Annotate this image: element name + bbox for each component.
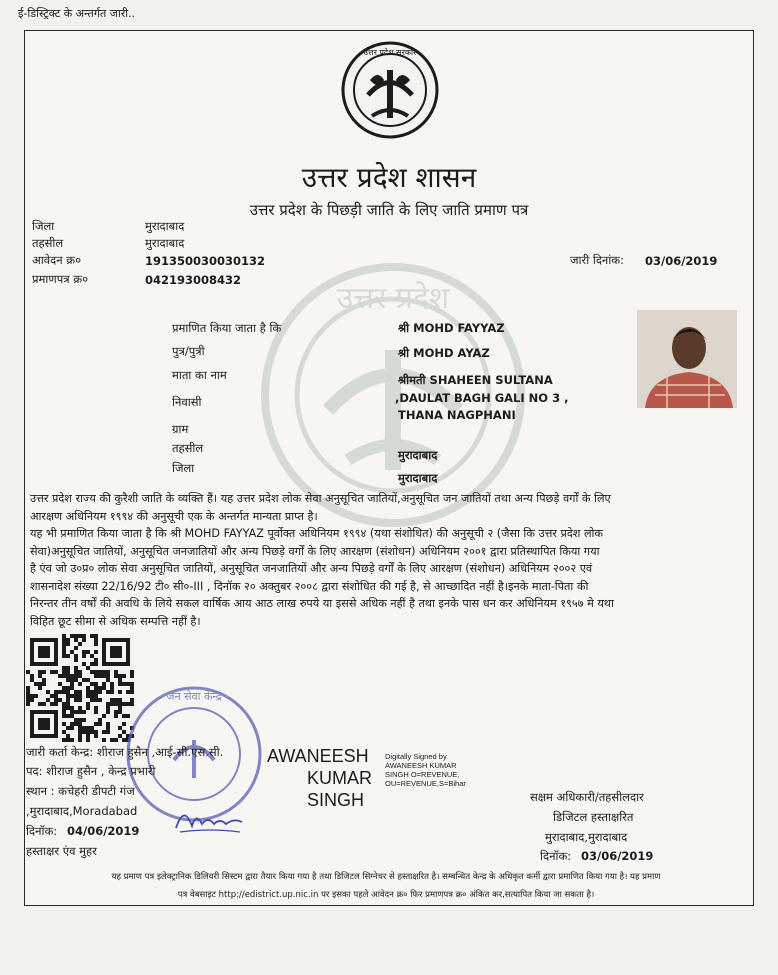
caste-paragraph-line1: उत्तर प्रदेश राज्य की कुरैशी जाति के व्यक्ति हैं। यह उत्तर प्रदेश लोक सेवा अनुसूचित जातियों,अनुसूचित जन जातियों तथा अन्य पिछड़े वर्गों के लिए — [30, 492, 611, 505]
certificate-no-label: प्रमाणपत्र क्र० — [32, 272, 89, 286]
digital-sign-detail3: SINGH O=REVENUE, — [385, 770, 460, 779]
authority-title: सक्षम अधिकारी/तहसीलदार — [530, 790, 644, 804]
authority-digital: डिजिटल हस्ताक्षरित — [553, 810, 634, 824]
stamp-text: जन सेवा केन्द्र — [166, 690, 222, 703]
creamy-paragraph-line2: सेवा)अनुसूचित जातियों, अनुसूचित जनजातियों और अन्य पिछड़े वर्गों के लिए आरक्षण (संशोधन) अधिनियम २००१ द्वारा प्रतिस्थापित किया गया — [30, 544, 600, 558]
tehsil-value: मुरादाबाद — [145, 236, 185, 250]
authority-date-label: दिनॉक: — [540, 849, 572, 863]
digital-sign-detail4: OU=REVENUE,S=Bihar — [385, 779, 466, 788]
watermark-text: उत्तर प्रदेश — [336, 281, 450, 316]
district-value: मुरादाबाद — [145, 219, 185, 233]
footer-line1: यह प्रमाण पत्र इलेक्ट्रानिक डिलिवरी सिस्टम द्वारा तैयार किया गया है तथा डिजिटल सिग्नेचर से हस्ताक्षरित है। सम्बन्धित केन्द्र के अधिकृत कर्मी द्वारा प्रमाणित किया गया है। यह प्रमाण — [111, 872, 661, 882]
digital-sign-detail1: Digitally Signed by — [385, 752, 447, 761]
authority-location: मुरादाबाद,मुरादाबाद — [545, 830, 628, 844]
digital-signature-details — [385, 752, 466, 788]
address-line2: THANA NAGPHANI — [398, 408, 516, 422]
digital-sign-detail2: AWANEESH KUMAR — [385, 761, 457, 770]
issue-date-value: 03/06/2019 — [645, 254, 718, 268]
issuing-center: जारी कर्ता केन्द्र: शीराज हुसैन ,आई-सी.एस.सी. — [26, 745, 224, 759]
creamy-paragraph-line3: है एंव जो उ०प्र० लोक सेवा अनुसूचित जातियों, अनुसूचित जनजातियों और अन्य पिछड़े वर्गों के लिए आरक्षण (संशोधन) अधिनियम २००२ एवं — [30, 562, 593, 575]
person-tehsil-label: तहसील — [172, 441, 204, 455]
issuer-date-value: 04/06/2019 — [67, 824, 140, 838]
parent-label: पुत्र/पुत्री — [172, 344, 205, 358]
person-tehsil-value: मुरादाबाद — [398, 448, 438, 462]
verification-qr-code — [26, 634, 134, 742]
creamy-paragraph-line6: विहित छूट सीमा से अधिक सम्पत्ति नहीं है। — [30, 614, 201, 628]
applicant-name: श्री MOHD FAYYAZ — [398, 321, 505, 335]
district-label: जिला — [32, 219, 55, 233]
certificate-subtitle: उत्तर प्रदेश के पिछड़ी जाति के लिए जाति प्रमाण पत्र — [249, 201, 529, 219]
applicant-photo — [637, 310, 737, 408]
digital-signer-name-line3: SINGH — [307, 790, 365, 810]
creamy-layer-paragraph — [30, 525, 742, 630]
digital-signer-name-line1: AWANEESH — [267, 746, 369, 766]
caste-paragraph — [30, 490, 742, 525]
emblem-text: उत्तर प्रदेश सरकार — [363, 48, 417, 57]
village-label: ग्राम — [172, 422, 189, 436]
caste-paragraph-line2: आरक्षण अधिनियम १९९४ की अनुसूची एक के अन्तर्गत मान्यता प्राप्त है। — [30, 509, 318, 523]
person-district-value: मुरादाबाद — [398, 471, 438, 485]
certify-label: प्रमाणित किया जाता है कि — [172, 321, 282, 335]
footer-note — [30, 868, 742, 904]
address-line1: ,DAULAT BAGH GALI NO 3 , — [395, 391, 569, 405]
creamy-paragraph-line1: यह भी प्रमाणित किया जाता है कि श्री MOHD FAYYAZ पूर्वोक्त अधिनियम १९९४ (यथा संशोधित) की अनुसूची २ (जैसा कि उत्तर प्रदेश लोक — [30, 527, 604, 540]
resident-label: निवासी — [172, 395, 202, 409]
issuer-date-label: दिनॉक: — [26, 824, 58, 838]
issuer-place2: ,मुरादाबाद,Moradabad — [26, 804, 138, 818]
certificate-title: उत्तर प्रदेश शासन — [301, 161, 477, 194]
parent-name: श्री MOHD AYAZ — [398, 346, 490, 360]
handwritten-signature — [170, 798, 250, 838]
tehsil-label: तहसील — [32, 236, 64, 250]
authority-date-value: 03/06/2019 — [581, 849, 654, 863]
person-district-label: जिला — [172, 461, 195, 475]
signature-seal-note: हस्ताक्षर एंव मुहर — [26, 844, 97, 858]
mother-name: श्रीमती SHAHEEN SULTANA — [398, 373, 553, 387]
issue-date-label: जारी दिनांक: — [570, 253, 625, 267]
digital-signer-name-line2: KUMAR — [307, 768, 373, 788]
issuer-post: पद: शीराज हुसैन , केन्द्र प्रभारी — [26, 764, 156, 778]
application-no-label: आवेदन क्र० — [32, 253, 82, 267]
up-government-emblem — [340, 40, 440, 140]
mother-label: माता का नाम — [172, 368, 227, 382]
creamy-paragraph-line4: शासनादेश संख्या 22/16/92 टी० सी०-III , दिनॉक २० अक्तुबर २००८ द्वारा संशोधित की गई है, से आच्छादित नहीं है।इनके माता-पिता की — [30, 579, 589, 593]
digital-signer-name — [267, 745, 372, 811]
header-note: ई-डिस्ट्रिक्ट के अन्तर्गत जारी.. — [18, 7, 136, 20]
creamy-paragraph-line5: निरन्तर तीन वर्षों की अवधि के लिये सकल वार्षिक आय आठ लाख रुपये या इससे अधिक नहीं है तथा इनके पास धन कर अधिनियम १९५७ मे यथा — [30, 597, 614, 610]
application-no-value: 191350030030132 — [145, 254, 266, 268]
issuer-place: स्थान : कचेहरी डीपटी गंज — [26, 784, 135, 798]
certificate-no-value: 042193008432 — [145, 273, 242, 287]
footer-line2: पत्र वेबसाइट http://edistrict.up.nic.in पर इसका पहले आवेदन क्र० फिर प्रमाणपत्र क्र० अंकित कर,सत्यापित किया जा सकता है। — [177, 890, 595, 900]
